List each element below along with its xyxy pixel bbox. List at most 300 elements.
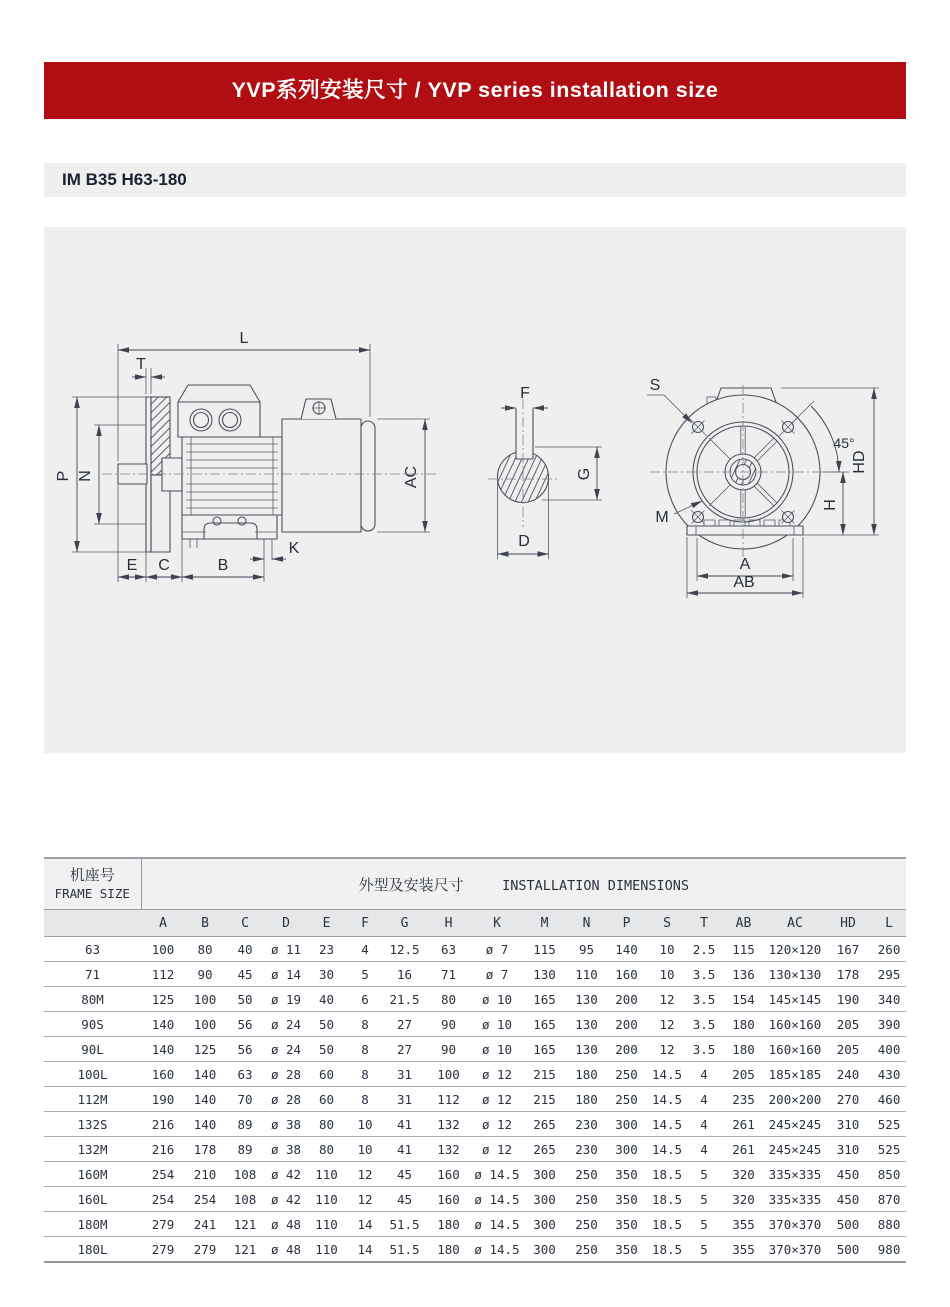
dim-label-f: F: [520, 385, 530, 402]
table-row: [44, 1037, 906, 1062]
dim-cell: 450: [824, 1187, 872, 1212]
dim-cell: 870: [872, 1187, 906, 1212]
dim-cell: 3.5: [687, 962, 721, 987]
dim-cell: 300: [522, 1212, 567, 1237]
dim-cell: 80: [425, 987, 472, 1012]
dim-cell: 12: [346, 1187, 384, 1212]
dim-cell: 235: [721, 1087, 766, 1112]
dim-cell: 14.5: [647, 1087, 687, 1112]
dim-cell: 400: [872, 1037, 906, 1062]
dim-cell: 140: [185, 1062, 225, 1087]
table-row: [44, 1137, 906, 1162]
dim-cell: 140: [185, 1112, 225, 1137]
dim-cell: 190: [141, 1087, 185, 1112]
dim-cell: 112: [425, 1087, 472, 1112]
dim-cell: 216: [141, 1112, 185, 1137]
column-header: C: [225, 910, 265, 937]
dim-cell: 500: [824, 1237, 872, 1263]
frame-size-cell: 112M: [44, 1087, 141, 1112]
frame-size-cell: 160M: [44, 1162, 141, 1187]
dim-cell: 340: [872, 987, 906, 1012]
dim-cell: 215: [522, 1087, 567, 1112]
installation-drawing: [44, 227, 906, 753]
dim-cell: 180: [567, 1087, 606, 1112]
dim-cell: 40: [307, 987, 346, 1012]
dim-cell: 240: [824, 1062, 872, 1087]
bearing-cap: [162, 458, 182, 491]
dim-cell: 12: [647, 1037, 687, 1062]
end-cap: [361, 421, 375, 531]
dim-cell: 180: [425, 1237, 472, 1263]
dim-cell: 190: [824, 987, 872, 1012]
column-header: AC: [766, 910, 824, 937]
dim-cell: 5: [687, 1162, 721, 1187]
dim-cell: 260: [872, 937, 906, 962]
dim-cell: ø 48: [265, 1237, 307, 1263]
dim-cell: ø 28: [265, 1087, 307, 1112]
dim-cell: 140: [141, 1037, 185, 1062]
dim-label-p: P: [55, 470, 72, 482]
column-header: AB: [721, 910, 766, 937]
dim-cell: ø 7: [472, 937, 522, 962]
table-row: [44, 987, 906, 1012]
column-header: P: [606, 910, 647, 937]
dim-cell: 261: [721, 1137, 766, 1162]
dim-cell: 350: [606, 1187, 647, 1212]
dim-cell: 80: [307, 1112, 346, 1137]
frame-size-cell: 160L: [44, 1187, 141, 1212]
frame-size-cell: 71: [44, 962, 141, 987]
dim-cell: 18.5: [647, 1187, 687, 1212]
dim-cell: 90: [185, 962, 225, 987]
dim-cell: 115: [721, 937, 766, 962]
dim-label-ac: AC: [403, 465, 420, 489]
dim-cell: 5: [687, 1187, 721, 1212]
frame-size-header-cn: 机座号: [69, 866, 115, 884]
dim-cell: 160×160: [766, 1037, 824, 1062]
dim-cell: 140: [185, 1087, 225, 1112]
frame-size-cell: 90S: [44, 1012, 141, 1037]
dim-cell: 12: [346, 1162, 384, 1187]
dim-cell: 45: [384, 1162, 425, 1187]
dim-cell: 10: [346, 1137, 384, 1162]
dim-cell: 70: [225, 1087, 265, 1112]
table-row: [44, 1112, 906, 1137]
dimension-table-section: [44, 857, 906, 1263]
dim-cell: 95: [567, 937, 606, 962]
dim-cell: 205: [721, 1062, 766, 1087]
dim-cell: 390: [872, 1012, 906, 1037]
dim-cell: 310: [824, 1137, 872, 1162]
dim-cell: 216: [141, 1137, 185, 1162]
dim-cell: 3.5: [687, 987, 721, 1012]
dim-cell: 8: [346, 1087, 384, 1112]
column-header: M: [522, 910, 567, 937]
dim-cell: 130: [522, 962, 567, 987]
dim-label-l: L: [239, 330, 249, 347]
dim-cell: 178: [185, 1137, 225, 1162]
dim-cell: 125: [141, 987, 185, 1012]
frame-size-cell: 132S: [44, 1112, 141, 1137]
frame-size-cell: 180M: [44, 1212, 141, 1237]
dim-cell: 5: [687, 1212, 721, 1237]
dim-cell: 110: [307, 1162, 346, 1187]
dim-cell: ø 14.5: [472, 1212, 522, 1237]
dim-cell: 300: [606, 1112, 647, 1137]
dim-cell: 23: [307, 937, 346, 962]
dim-cell: 245×245: [766, 1137, 824, 1162]
dim-cell: ø 42: [265, 1162, 307, 1187]
dim-cell: 180: [425, 1212, 472, 1237]
dim-cell: 350: [606, 1162, 647, 1187]
dim-cell: 300: [606, 1137, 647, 1162]
installation-drawing-panel: [44, 227, 906, 753]
frame-size-cell: 100L: [44, 1062, 141, 1087]
dim-cell: ø 14: [265, 962, 307, 987]
dim-label-c: C: [158, 557, 170, 574]
frame-size-header: [44, 858, 141, 910]
dim-cell: 165: [522, 987, 567, 1012]
dim-cell: ø 48: [265, 1212, 307, 1237]
dim-cell: 63: [225, 1062, 265, 1087]
dim-cell: ø 24: [265, 1012, 307, 1037]
dim-cell: 215: [522, 1062, 567, 1087]
dim-cell: 63: [425, 937, 472, 962]
dim-cell: 100: [185, 1012, 225, 1037]
dim-label-k: K: [288, 540, 300, 557]
dim-cell: 525: [872, 1112, 906, 1137]
dim-cell: 180: [567, 1062, 606, 1087]
dim-cell: 110: [307, 1187, 346, 1212]
dim-cell: ø 10: [472, 987, 522, 1012]
dim-cell: 160: [425, 1162, 472, 1187]
dim-cell: 370×370: [766, 1212, 824, 1237]
dim-cell: 12: [647, 1012, 687, 1037]
dim-cell: 210: [185, 1162, 225, 1187]
dim-cell: 45: [384, 1187, 425, 1212]
column-header: B: [185, 910, 225, 937]
dim-cell: 90: [425, 1037, 472, 1062]
dim-cell: 300: [522, 1162, 567, 1187]
column-header: L: [872, 910, 906, 937]
dim-cell: 254: [141, 1162, 185, 1187]
column-header: H: [425, 910, 472, 937]
dim-cell: 14.5: [647, 1062, 687, 1087]
dim-cell: 335×335: [766, 1162, 824, 1187]
dim-cell: 145×145: [766, 987, 824, 1012]
dim-cell: 50: [307, 1037, 346, 1062]
dim-cell: 355: [721, 1212, 766, 1237]
dim-cell: 8: [346, 1012, 384, 1037]
motor-frame: [182, 437, 282, 515]
mounting-type-label: IM B35 H63-180: [44, 163, 906, 197]
table-row: [44, 1012, 906, 1037]
column-header: S: [647, 910, 687, 937]
dim-label-h: H: [822, 499, 839, 511]
page-title: YVP系列安装尺寸 / YVP series installation size: [44, 62, 906, 119]
dim-cell: 250: [606, 1087, 647, 1112]
dim-cell: ø 42: [265, 1187, 307, 1212]
dim-cell: 320: [721, 1187, 766, 1212]
dim-cell: 165: [522, 1012, 567, 1037]
dim-cell: 350: [606, 1237, 647, 1263]
dim-cell: 130: [567, 1037, 606, 1062]
frame-size-cell: 180L: [44, 1237, 141, 1263]
table-row: [44, 937, 906, 962]
dim-cell: 205: [824, 1012, 872, 1037]
frame-size-cell: 63: [44, 937, 141, 962]
dim-label-d: D: [518, 533, 530, 550]
dim-cell: 250: [567, 1162, 606, 1187]
dim-cell: 100: [185, 987, 225, 1012]
dim-cell: 430: [872, 1062, 906, 1087]
dim-cell: 279: [141, 1237, 185, 1263]
dim-cell: 154: [721, 987, 766, 1012]
dim-cell: 205: [824, 1037, 872, 1062]
dim-cell: 12: [647, 987, 687, 1012]
dim-cell: 5: [346, 962, 384, 987]
dim-cell: 10: [346, 1112, 384, 1137]
dim-cell: 279: [185, 1237, 225, 1263]
dim-cell: 230: [567, 1112, 606, 1137]
dim-cell: 880: [872, 1212, 906, 1237]
table-body: [44, 937, 906, 1263]
dim-cell: 350: [606, 1212, 647, 1237]
dim-cell: 50: [225, 987, 265, 1012]
dim-cell: 51.5: [384, 1237, 425, 1263]
dim-cell: 45: [225, 962, 265, 987]
dim-cell: 14.5: [647, 1137, 687, 1162]
frame-size-cell: 132M: [44, 1137, 141, 1162]
dim-cell: ø 12: [472, 1062, 522, 1087]
dim-cell: 250: [567, 1187, 606, 1212]
table-row: [44, 1062, 906, 1087]
dim-cell: 200: [606, 987, 647, 1012]
dim-cell: 56: [225, 1012, 265, 1037]
dim-cell: 40: [225, 937, 265, 962]
column-header-spacer: [44, 910, 141, 937]
dim-cell: 335×335: [766, 1187, 824, 1212]
dim-cell: 132: [425, 1137, 472, 1162]
dim-cell: 27: [384, 1037, 425, 1062]
dim-cell: 4: [687, 1112, 721, 1137]
dim-cell: 310: [824, 1112, 872, 1137]
dim-cell: 31: [384, 1062, 425, 1087]
dim-cell: 167: [824, 937, 872, 962]
dim-cell: 71: [425, 962, 472, 987]
dim-cell: 41: [384, 1137, 425, 1162]
dim-cell: 300: [522, 1237, 567, 1263]
dim-cell: 850: [872, 1162, 906, 1187]
dim-cell: 18.5: [647, 1212, 687, 1237]
terminal-box-top: [178, 385, 260, 402]
dim-cell: 110: [567, 962, 606, 987]
dim-cell: 110: [307, 1212, 346, 1237]
dim-cell: 130: [567, 1012, 606, 1037]
dim-cell: 4: [687, 1062, 721, 1087]
dim-label-a: A: [739, 556, 751, 573]
side-view: [55, 330, 436, 582]
dim-cell: 6: [346, 987, 384, 1012]
dim-label-n: N: [77, 470, 94, 482]
dim-cell: 185×185: [766, 1062, 824, 1087]
dim-cell: 50: [307, 1012, 346, 1037]
dim-cell: 90: [425, 1012, 472, 1037]
dim-cell: ø 12: [472, 1137, 522, 1162]
dim-cell: ø 12: [472, 1112, 522, 1137]
dim-label-ab: AB: [733, 574, 755, 591]
dim-cell: 18.5: [647, 1237, 687, 1263]
dim-cell: 320: [721, 1162, 766, 1187]
dim-label-m: M: [655, 509, 669, 526]
column-header: A: [141, 910, 185, 937]
dim-cell: 355: [721, 1237, 766, 1263]
dim-cell: 254: [185, 1187, 225, 1212]
dim-cell: 265: [522, 1112, 567, 1137]
table-row: [44, 1087, 906, 1112]
dim-cell: ø 11: [265, 937, 307, 962]
dim-cell: 300: [522, 1187, 567, 1212]
dim-cell: 160: [425, 1187, 472, 1212]
table-group-header-row: [44, 858, 906, 910]
dim-cell: 8: [346, 1037, 384, 1062]
dim-cell: 980: [872, 1237, 906, 1263]
dim-cell: 3.5: [687, 1012, 721, 1037]
dim-cell: 120×120: [766, 937, 824, 962]
dim-cell: 160×160: [766, 1012, 824, 1037]
base-plate: [687, 526, 803, 535]
dim-cell: 2.5: [687, 937, 721, 962]
dim-cell: 241: [185, 1212, 225, 1237]
dimensions-header-en: INSTALLATION DIMENSIONS: [502, 877, 690, 894]
dim-cell: 80: [307, 1137, 346, 1162]
dim-cell: 16: [384, 962, 425, 987]
dim-cell: 100: [425, 1062, 472, 1087]
dim-cell: 270: [824, 1087, 872, 1112]
dim-cell: 230: [567, 1137, 606, 1162]
dim-cell: 4: [687, 1137, 721, 1162]
dim-cell: 5: [687, 1237, 721, 1263]
column-header: T: [687, 910, 721, 937]
dim-cell: 4: [687, 1087, 721, 1112]
dimensions-header-cn: 外型及安装尺寸: [358, 876, 464, 894]
dim-cell: 245×245: [766, 1112, 824, 1137]
dim-cell: 136: [721, 962, 766, 987]
table-row: [44, 1212, 906, 1237]
column-header: G: [384, 910, 425, 937]
frame-size-header-en: FRAME SIZE: [54, 886, 130, 901]
dim-cell: 250: [567, 1212, 606, 1237]
dim-cell: 121: [225, 1212, 265, 1237]
column-header: E: [307, 910, 346, 937]
dim-label-hd: HD: [851, 450, 868, 474]
dim-cell: 14: [346, 1212, 384, 1237]
dim-cell: 108: [225, 1162, 265, 1187]
dim-cell: ø 10: [472, 1012, 522, 1037]
dim-cell: 460: [872, 1087, 906, 1112]
installation-dimensions-table: [44, 857, 906, 1263]
dim-cell: 130: [567, 987, 606, 1012]
dim-cell: 250: [567, 1237, 606, 1263]
dim-cell: 132: [425, 1112, 472, 1137]
column-header: D: [265, 910, 307, 937]
dim-cell: 178: [824, 962, 872, 987]
dim-cell: 115: [522, 937, 567, 962]
rear-housing: [282, 419, 361, 532]
dim-cell: ø 19: [265, 987, 307, 1012]
mounting-feet: [182, 515, 277, 539]
front-view: [647, 377, 879, 598]
keyway: [517, 451, 533, 460]
dim-cell: 18.5: [647, 1162, 687, 1187]
dim-cell: 60: [307, 1062, 346, 1087]
dim-cell: 110: [307, 1237, 346, 1263]
dim-cell: 125: [185, 1037, 225, 1062]
dim-label-g: G: [576, 467, 593, 481]
dim-label-b: B: [217, 557, 229, 574]
dim-cell: 80: [185, 937, 225, 962]
dim-cell: 160: [141, 1062, 185, 1087]
dim-cell: 41: [384, 1112, 425, 1137]
table-row: [44, 1187, 906, 1212]
dim-cell: 261: [721, 1112, 766, 1137]
dim-cell: 12.5: [384, 937, 425, 962]
dim-cell: ø 14.5: [472, 1162, 522, 1187]
dim-cell: 108: [225, 1187, 265, 1212]
column-header: K: [472, 910, 522, 937]
dim-label-t: T: [136, 356, 146, 373]
dim-cell: 370×370: [766, 1237, 824, 1263]
column-header-row: [44, 910, 906, 937]
dim-cell: 4: [346, 937, 384, 962]
dim-cell: 200: [606, 1037, 647, 1062]
dim-label-s: S: [649, 377, 661, 394]
dim-cell: 160: [606, 962, 647, 987]
dim-cell: 165: [522, 1037, 567, 1062]
dim-cell: 56: [225, 1037, 265, 1062]
dim-cell: 14.5: [647, 1112, 687, 1137]
dim-cell: 112: [141, 962, 185, 987]
dim-cell: ø 38: [265, 1137, 307, 1162]
dim-cell: 180: [721, 1037, 766, 1062]
table-row: [44, 1237, 906, 1263]
dim-cell: ø 12: [472, 1087, 522, 1112]
dim-cell: ø 24: [265, 1037, 307, 1062]
dim-cell: 180: [721, 1012, 766, 1037]
dim-cell: ø 28: [265, 1062, 307, 1087]
column-header: F: [346, 910, 384, 937]
dim-cell: 140: [606, 937, 647, 962]
dim-cell: 265: [522, 1137, 567, 1162]
dim-cell: 279: [141, 1212, 185, 1237]
frame-size-cell: 90L: [44, 1037, 141, 1062]
dim-cell: 250: [606, 1062, 647, 1087]
dim-cell: 27: [384, 1012, 425, 1037]
dim-cell: 30: [307, 962, 346, 987]
table-row: [44, 962, 906, 987]
dim-cell: 140: [141, 1012, 185, 1037]
dim-cell: 21.5: [384, 987, 425, 1012]
dim-cell: 500: [824, 1212, 872, 1237]
dim-cell: ø 38: [265, 1112, 307, 1137]
table-row: [44, 1162, 906, 1187]
dim-cell: ø 10: [472, 1037, 522, 1062]
dimensions-group-header: [141, 858, 906, 910]
dim-cell: 295: [872, 962, 906, 987]
dim-cell: ø 14.5: [472, 1237, 522, 1263]
dim-cell: 200: [606, 1012, 647, 1037]
shaft-section-view: [488, 385, 602, 559]
